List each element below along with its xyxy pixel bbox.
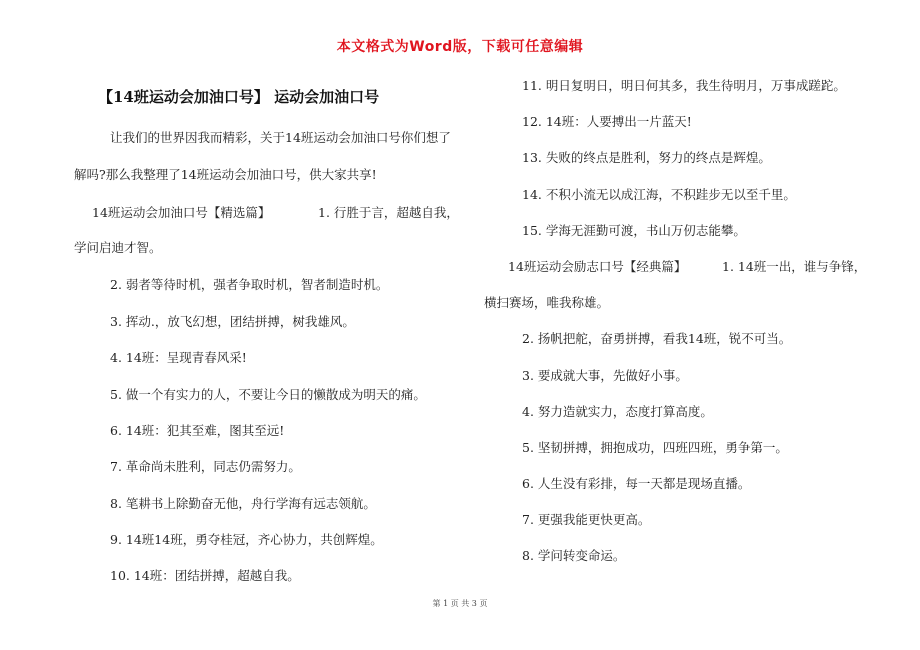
list-item: 2. 扬帆把舵，奋勇拼搏，看我14班，锐不可当。	[522, 331, 792, 346]
list-item: 14. 不积小流无以成江海，不积跬步无以至千里。	[522, 187, 796, 202]
list-item: 5. 坚韧拼搏，拥抱成功，四班四班，勇争第一。	[522, 440, 788, 455]
list-item: 5. 做一个有实力的人，不要让今日的懒散成为明天的痛。	[110, 387, 426, 402]
list-item: 3. 要成就大事，先做好小事。	[522, 368, 688, 383]
intro-line-1: 让我们的世界因我而精彩，关于14班运动会加油口号你们想了	[110, 130, 451, 145]
list-item: 13. 失败的终点是胜利，努力的终点是辉煌。	[522, 150, 771, 165]
section-heading-selected: 14班运动会加油口号【精选篇】	[92, 205, 271, 220]
page-number: 第 1 页 共 3 页	[432, 599, 488, 608]
list-item: 3. 挥动.，放飞幻想，团结拼搏，树我雄风。	[110, 314, 355, 329]
section-heading-classic: 14班运动会励志口号【经典篇】	[508, 259, 687, 274]
list-item: 6. 人生没有彩排，每一天都是现场直播。	[522, 476, 751, 491]
list-item-continued: 学问启迪才智。	[74, 240, 162, 255]
list-item: 1. 行胜于言，超越自我，	[318, 205, 459, 220]
intro-line-2: 解吗?那么我整理了14班运动会加油口号，供大家共享!	[74, 167, 377, 182]
list-item: 10. 14班：团结拼搏，超越自我。	[110, 568, 300, 583]
edit-banner: 本文格式为Word版，下载可任意编辑	[336, 39, 584, 55]
list-item: 8. 学问转变命运。	[522, 548, 626, 563]
list-item: 7. 更强我能更快更高。	[522, 512, 651, 527]
list-item: 1. 14班一出，谁与争锋，	[722, 259, 867, 274]
list-item: 2. 弱者等待时机，强者争取时机，智者制造时机。	[110, 277, 389, 292]
list-item: 11. 明日复明日，明日何其多，我生待明月，万事成蹉跎。	[522, 78, 846, 93]
list-item: 12. 14班：人要搏出一片蓝天!	[522, 114, 692, 129]
list-item: 15. 学海无涯勤可渡，书山万仞志能攀。	[522, 223, 746, 238]
list-item: 4. 14班：呈现青春风采!	[110, 350, 247, 365]
list-item: 7. 革命尚未胜利，同志仍需努力。	[110, 459, 301, 474]
list-item: 4. 努力造就实力，态度打算高度。	[522, 404, 713, 419]
list-item: 6. 14班：犯其至难，图其至远!	[110, 423, 285, 438]
list-item: 8. 笔耕书上除勤奋无他，舟行学海有远志领航。	[110, 496, 376, 511]
list-item: 9. 14班14班，勇夺桂冠，齐心协力，共创辉煌。	[110, 532, 383, 547]
list-item-continued: 横扫赛场，唯我称雄。	[484, 295, 610, 310]
page-title: 【14班运动会加油口号】 运动会加油口号	[98, 88, 380, 106]
right-column	[470, 0, 920, 650]
